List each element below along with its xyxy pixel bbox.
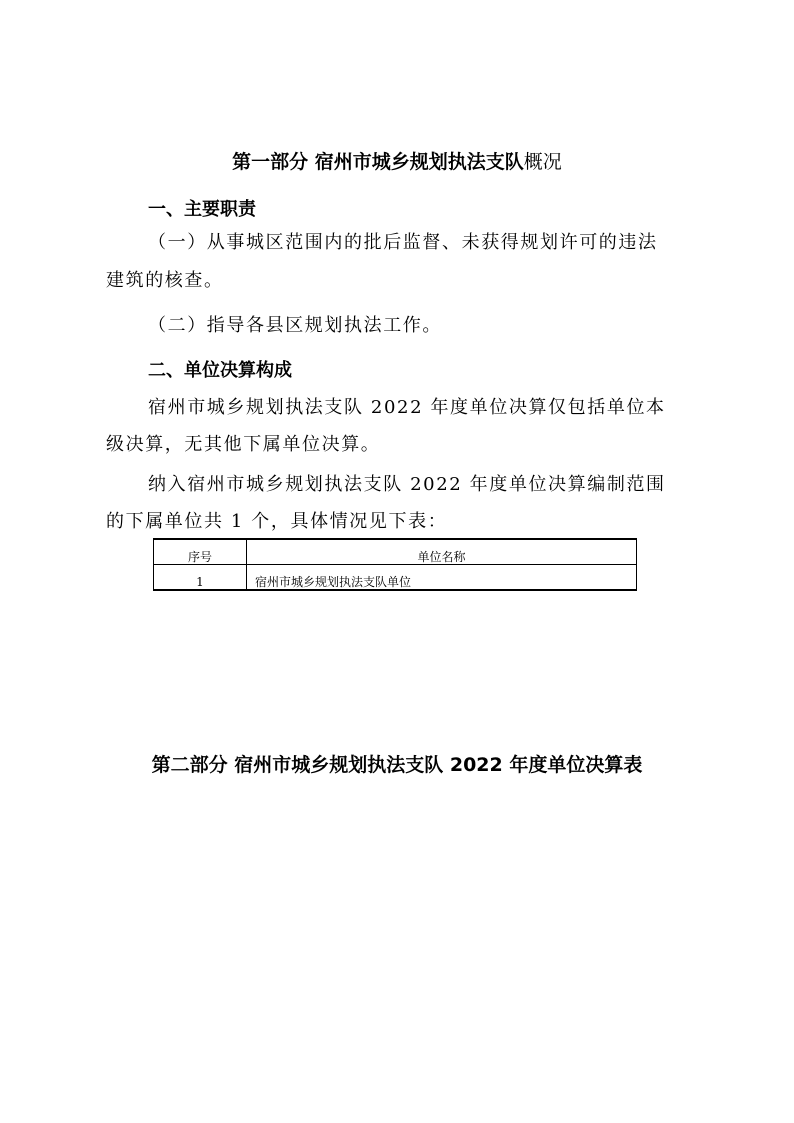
composition-para2-line1: 纳入宿州市城乡规划执法支队 2022 年度单位决算编制范围 [148,474,666,495]
part2-title: 第二部分 宿州市城乡规划执法支队 2022 年度单位决算表 [151,754,643,776]
section1-heading: 一、主要职责 [148,199,256,220]
part1-title-bold: 第一部分 宿州市城乡规划执法支队 [232,151,524,173]
header-serial-number: 序号 [154,539,247,565]
header-unit-name: 单位名称 [247,539,637,565]
cell-unit-name: 宿州市城乡规划执法支队单位 [247,565,637,591]
composition-para2-line2: 的下属单位共 1 个，具体情况见下表： [106,511,448,532]
composition-para1-line2: 级决算，无其他下属单位决算。 [106,434,381,455]
composition-para1-line1: 宿州市城乡规划执法支队 2022 年度单位决算仅包括单位本 [148,397,666,418]
table-row [154,565,637,591]
duty-item2: （二）指导各县区规划执法工作。 [148,315,442,336]
duty-item1-line2: 建筑的核查。 [106,270,224,291]
duty-item1-line1: （一）从事城区范围内的批后监督、未获得规划许可的违法 [148,232,658,253]
part1-title [0,147,794,174]
subordinate-units-table [153,538,637,591]
table-header-row [154,539,637,565]
part1-title-normal: 概况 [523,151,562,173]
cell-serial-number: 1 [154,565,247,591]
section2-heading: 二、单位决算构成 [148,360,292,381]
